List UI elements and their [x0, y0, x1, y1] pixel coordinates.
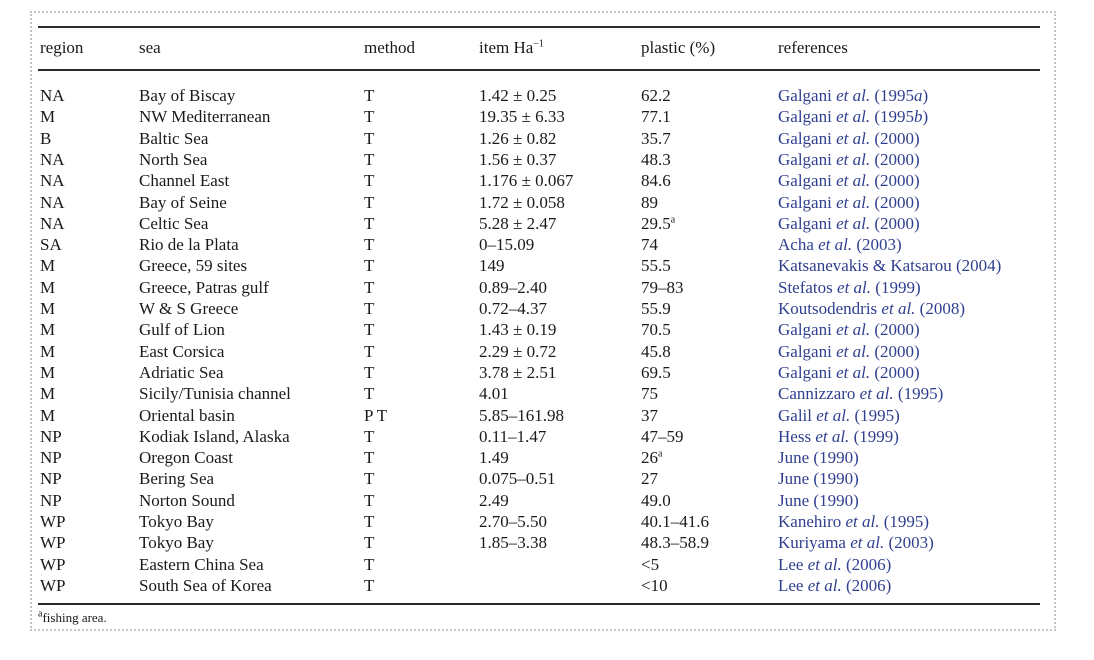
cell-plastic-value: <5	[641, 554, 660, 574]
cell-method: T	[364, 256, 375, 276]
ref-year: (2000)	[874, 149, 920, 169]
cell-region: M	[40, 320, 56, 340]
ref-year: (2000)	[874, 171, 920, 191]
cell-plastic-value: <10	[641, 575, 668, 595]
ref-year: (2006)	[845, 554, 892, 574]
header-references: references	[778, 38, 848, 57]
cell-method: T	[364, 192, 375, 212]
cell-method: T	[364, 554, 375, 574]
table-row	[0, 85, 1094, 106]
ref-year: (1999)	[853, 426, 899, 446]
cell-item: 1.43 ± 0.19	[479, 320, 557, 340]
cell-sea: North Sea	[139, 149, 208, 169]
cell-item: 19.35 ± 6.33	[479, 107, 565, 127]
cell-item: 0.89–2.40	[479, 277, 547, 297]
cell-plastic	[641, 490, 671, 511]
ref-year: (1995)	[897, 384, 944, 404]
table-row	[0, 170, 1094, 191]
ref-author: Kanehiro	[778, 512, 842, 531]
cell-region: NA	[40, 171, 65, 191]
cell-region: M	[40, 384, 56, 404]
cell-method: T	[364, 426, 375, 446]
cell-item: 1.42 ± 0.25	[479, 86, 557, 105]
cell-reference	[778, 149, 920, 170]
table-top-rule	[38, 26, 1040, 28]
table-row	[0, 341, 1094, 362]
table-footnote	[38, 609, 107, 627]
ref-close: )	[922, 107, 929, 127]
cell-reference	[778, 213, 920, 234]
cell-plastic	[641, 532, 709, 553]
cell-sea: Celtic Sea	[139, 213, 209, 233]
table-row	[0, 319, 1094, 340]
cell-sea: East Corsica	[139, 341, 225, 361]
cell-sea: Oriental basin	[139, 405, 235, 425]
cell-plastic-value: 55.5	[641, 256, 671, 276]
cell-plastic-value: 84.6	[641, 171, 671, 191]
ref-year-suffix: a	[914, 86, 923, 105]
ref-author: Galgani	[778, 107, 832, 127]
cell-sea: Norton Sound	[139, 490, 235, 510]
cell-reference	[778, 532, 934, 553]
ref-year: (1995)	[854, 405, 900, 425]
cell-region: WP	[40, 575, 66, 595]
cell-sea: Kodiak Island, Alaska	[139, 426, 290, 446]
cell-region: M	[40, 256, 56, 276]
cell-region: NP	[40, 469, 62, 489]
cell-plastic	[641, 511, 709, 532]
cell-region: M	[40, 299, 56, 318]
cell-item: 3.78 ± 2.51	[479, 362, 557, 382]
cell-plastic	[641, 128, 671, 149]
cell-reference	[778, 383, 943, 404]
cell-plastic-value: 37	[641, 405, 658, 425]
cell-plastic-value: 49.0	[641, 490, 671, 510]
cell-reference	[778, 319, 920, 340]
cell-sea: Channel East	[139, 171, 230, 191]
table-header-row	[0, 33, 1094, 63]
cell-plastic-value: 47–59	[641, 426, 684, 446]
ref-year: (2000)	[874, 362, 920, 382]
ref-author: Cannizzaro	[778, 384, 856, 404]
cell-region: NA	[40, 149, 65, 169]
cell-plastic	[641, 319, 671, 340]
cell-method: T	[364, 575, 375, 595]
cell-region: WP	[40, 533, 66, 553]
cell-reference	[778, 85, 928, 106]
ref-year: (2003)	[888, 533, 934, 553]
cell-item: 0.075–0.51	[479, 469, 556, 489]
cell-plastic-value: 48.3	[641, 149, 671, 169]
table-row	[0, 532, 1094, 553]
ref-year: (2000)	[874, 320, 920, 340]
cell-plastic	[641, 341, 671, 362]
ref-year: (1995)	[883, 512, 930, 531]
ref-et-al: et al.	[836, 341, 871, 361]
ref-year: (2006)	[845, 575, 892, 595]
cell-plastic	[641, 192, 658, 213]
table-row	[0, 106, 1094, 127]
footnote-mark: a	[38, 608, 43, 620]
cell-region: NP	[40, 448, 62, 468]
ref-author: Galgani	[778, 213, 832, 233]
cell-item: 2.49	[479, 490, 509, 510]
table-row	[0, 192, 1094, 213]
ref-et-al: et al.	[845, 512, 880, 531]
ref-year: (2008)	[919, 299, 965, 318]
cell-plastic	[641, 405, 658, 426]
cell-item: 1.56 ± 0.37	[479, 149, 557, 169]
ref-author: June (1990)	[778, 448, 859, 468]
cell-region: WP	[40, 554, 66, 574]
header-item	[479, 33, 544, 63]
header-item-label: item Ha	[479, 38, 534, 57]
ref-author: June (1990)	[778, 490, 859, 510]
cell-plastic-value: 40.1–41.6	[641, 512, 709, 531]
table-bottom-rule	[38, 603, 1040, 605]
cell-region: NP	[40, 426, 62, 446]
ref-et-al: et al.	[818, 235, 853, 255]
cell-plastic-value: 77.1	[641, 107, 671, 127]
table-row	[0, 447, 1094, 468]
ref-author: Galgani	[778, 341, 832, 361]
ref-year: (2000)	[874, 192, 920, 212]
cell-plastic	[641, 170, 671, 191]
table-row	[0, 277, 1094, 298]
cell-method: T	[364, 171, 375, 191]
cell-item: 0.11–1.47	[479, 426, 547, 446]
cell-item: 1.49	[479, 448, 509, 468]
cell-sea: Gulf of Lion	[139, 320, 225, 340]
table-row	[0, 234, 1094, 255]
cell-item: 1.72 ± 0.058	[479, 192, 565, 212]
cell-region: M	[40, 362, 56, 382]
cell-item: 1.26 ± 0.82	[479, 128, 557, 148]
ref-year: (1995	[874, 86, 914, 105]
cell-plastic-value: 26	[641, 448, 658, 468]
cell-plastic-value: 79–83	[641, 277, 684, 297]
cell-reference	[778, 426, 899, 447]
cell-method: T	[364, 128, 375, 148]
cell-item: 4.01	[479, 384, 509, 404]
cell-plastic-value: 89	[641, 192, 658, 212]
cell-plastic-value: 75	[641, 384, 658, 404]
cell-method: T	[364, 213, 375, 233]
cell-reference	[778, 575, 891, 596]
header-method: method	[364, 38, 415, 57]
cell-plastic	[641, 362, 671, 383]
cell-plastic-value: 62.2	[641, 86, 671, 105]
ref-et-al: et al.	[836, 128, 871, 148]
table-row	[0, 128, 1094, 149]
cell-plastic-value: 69.5	[641, 362, 671, 382]
ref-et-al: et al.	[836, 149, 871, 169]
header-region: region	[40, 38, 84, 57]
cell-region: NA	[40, 192, 65, 212]
ref-author: Galgani	[778, 149, 832, 169]
cell-reference	[778, 362, 920, 383]
cell-sea: Adriatic Sea	[139, 362, 224, 382]
cell-plastic-value: 70.5	[641, 320, 671, 340]
cell-region: SA	[40, 235, 62, 255]
cell-plastic	[641, 468, 658, 489]
cell-item: 149	[479, 256, 505, 276]
cell-reference	[778, 341, 920, 362]
cell-plastic-value: 55.9	[641, 299, 671, 318]
cell-plastic	[641, 447, 662, 468]
cell-item: 0.72–4.37	[479, 299, 547, 318]
cell-method: T	[364, 235, 375, 255]
cell-reference	[778, 192, 920, 213]
table-row	[0, 426, 1094, 447]
cell-region: M	[40, 107, 56, 127]
cell-reference	[778, 277, 921, 298]
cell-plastic-value: 29.5	[641, 213, 671, 233]
ref-year: (1995	[874, 107, 914, 127]
cell-region: M	[40, 405, 56, 425]
ref-year: (2000)	[874, 213, 920, 233]
ref-author: Hess	[778, 426, 812, 446]
cell-sea: Greece, 59 sites	[139, 256, 248, 276]
table-row	[0, 468, 1094, 489]
ref-et-al: et al.	[836, 213, 871, 233]
header-plastic: plastic (%)	[641, 38, 716, 57]
ref-author: Kuriyama	[778, 533, 846, 553]
ref-author: Galgani	[778, 362, 832, 382]
cell-plastic	[641, 383, 658, 404]
cell-reference	[778, 511, 929, 532]
ref-author: Galgani	[778, 128, 832, 148]
cell-method: T	[364, 490, 375, 510]
ref-et-al: et al.	[836, 86, 871, 105]
ref-author: Lee	[778, 554, 804, 574]
cell-item: 1.176 ± 0.067	[479, 171, 574, 191]
ref-et-al: et al.	[807, 575, 842, 595]
cell-plastic-value: 45.8	[641, 341, 671, 361]
cell-method: T	[364, 341, 375, 361]
header-item-exponent: −1	[533, 38, 544, 50]
table-row	[0, 511, 1094, 532]
cell-plastic	[641, 426, 684, 447]
ref-et-al: et al.	[807, 554, 842, 574]
cell-region: NA	[40, 213, 65, 233]
cell-sea: Greece, Patras gulf	[139, 277, 269, 297]
table-row	[0, 383, 1094, 404]
cell-method: T	[364, 320, 375, 340]
table-row	[0, 575, 1094, 596]
ref-et-al: et al.	[836, 192, 871, 212]
cell-item: 5.28 ± 2.47	[479, 213, 557, 233]
ref-author: Acha	[778, 235, 814, 255]
table-row	[0, 255, 1094, 276]
table-row	[0, 490, 1094, 511]
ref-et-al: et al.	[836, 362, 871, 382]
cell-reference	[778, 405, 900, 426]
table-row	[0, 362, 1094, 383]
cell-item: 0–15.09	[479, 235, 535, 255]
cell-reference	[778, 554, 891, 575]
cell-method: T	[364, 299, 375, 318]
cell-sea: Rio de la Plata	[139, 235, 239, 255]
table-row	[0, 554, 1094, 575]
cell-reference	[778, 447, 859, 468]
cell-sea: Eastern China Sea	[139, 554, 264, 574]
cell-reference	[778, 234, 902, 255]
cell-plastic-value: 35.7	[641, 128, 671, 148]
ref-year-suffix: b	[914, 107, 923, 127]
ref-year: (1999)	[875, 277, 921, 297]
cell-plastic-value: 74	[641, 235, 658, 255]
cell-sea: Bay of Seine	[139, 192, 227, 212]
ref-et-al: et al.	[815, 426, 850, 446]
ref-year: (2003)	[856, 235, 902, 255]
ref-author: Katsanevakis & Katsarou (2004)	[778, 256, 1002, 276]
table-row	[0, 213, 1094, 234]
cell-item: 5.85–161.98	[479, 405, 564, 425]
cell-sea: Bering Sea	[139, 469, 215, 489]
table-row	[0, 298, 1094, 319]
ref-author: Galgani	[778, 171, 832, 191]
cell-plastic	[641, 255, 671, 276]
cell-plastic	[641, 298, 671, 319]
cell-item: 1.85–3.38	[479, 533, 547, 553]
cell-method: T	[364, 384, 375, 404]
cell-method: T	[364, 277, 375, 297]
cell-method: T	[364, 107, 375, 127]
cell-method: T	[364, 86, 375, 105]
ref-et-al: et al.	[859, 384, 894, 404]
cell-item: 2.70–5.50	[479, 512, 547, 531]
cell-method: T	[364, 533, 375, 553]
cell-sea: Oregon Coast	[139, 448, 233, 468]
ref-author: Galgani	[778, 320, 832, 340]
ref-et-al: et al.	[836, 107, 871, 127]
ref-author: Galgani	[778, 192, 832, 212]
cell-reference	[778, 128, 920, 149]
cell-region: M	[40, 341, 56, 361]
cell-sea: W & S Greece	[139, 299, 239, 318]
cell-method: P T	[364, 405, 388, 425]
cell-plastic	[641, 575, 668, 596]
ref-author: Stefatos	[778, 277, 833, 297]
cell-sea: NW Mediterranean	[139, 107, 271, 127]
cell-region: WP	[40, 512, 66, 531]
cell-reference	[778, 255, 1001, 276]
cell-plastic-footnote-mark: a	[658, 448, 663, 460]
cell-sea: Sicily/Tunisia channel	[139, 384, 291, 404]
cell-region: B	[40, 128, 52, 148]
cell-plastic	[641, 213, 675, 234]
footnote-text: fishing area.	[42, 610, 107, 625]
cell-sea: Tokyo Bay	[139, 512, 214, 531]
table-row	[0, 405, 1094, 426]
ref-author: June (1990)	[778, 469, 859, 489]
cell-item: 2.29 ± 0.72	[479, 341, 557, 361]
table-row	[0, 149, 1094, 170]
cell-method: T	[364, 362, 375, 382]
cell-reference	[778, 490, 859, 511]
cell-reference	[778, 298, 965, 319]
cell-plastic	[641, 234, 658, 255]
cell-plastic	[641, 554, 659, 575]
ref-et-al: et al.	[837, 277, 872, 297]
cell-reference	[778, 468, 859, 489]
cell-reference	[778, 106, 928, 127]
ref-close: )	[922, 86, 929, 105]
cell-sea: Bay of Biscay	[139, 86, 236, 105]
cell-sea: Baltic Sea	[139, 128, 209, 148]
cell-method: T	[364, 512, 375, 531]
table-header-rule	[38, 69, 1040, 71]
cell-plastic-footnote-mark: a	[670, 214, 676, 226]
cell-region: NA	[40, 86, 65, 105]
cell-plastic-value: 48.3–58.9	[641, 533, 709, 553]
cell-plastic	[641, 277, 684, 298]
ref-year: (2000)	[874, 128, 920, 148]
ref-author: Galgani	[778, 86, 832, 105]
cell-plastic	[641, 106, 671, 127]
ref-author: Lee	[778, 575, 804, 595]
cell-plastic-value: 27	[641, 469, 658, 489]
ref-et-al: et al.	[836, 320, 871, 340]
cell-reference	[778, 170, 920, 191]
cell-method: T	[364, 448, 375, 468]
cell-sea: South Sea of Korea	[139, 575, 272, 595]
ref-year: (2000)	[874, 341, 920, 361]
ref-author: Koutsodendris	[778, 299, 878, 318]
cell-method: T	[364, 149, 375, 169]
ref-et-al: et al.	[850, 533, 885, 553]
ref-et-al: et al.	[836, 171, 871, 191]
cell-sea: Tokyo Bay	[139, 533, 214, 553]
cell-region: M	[40, 277, 56, 297]
ref-et-al: et al.	[816, 405, 851, 425]
cell-plastic	[641, 85, 671, 106]
cell-plastic	[641, 149, 671, 170]
cell-method: T	[364, 469, 375, 489]
ref-et-al: et al.	[881, 299, 916, 318]
ref-author: Galil	[778, 405, 812, 425]
cell-region: NP	[40, 490, 62, 510]
header-sea: sea	[139, 38, 161, 57]
